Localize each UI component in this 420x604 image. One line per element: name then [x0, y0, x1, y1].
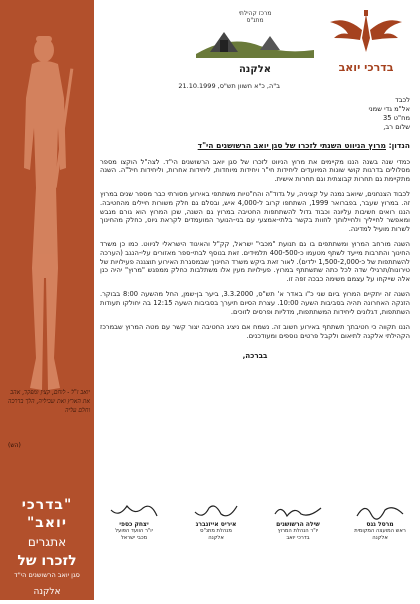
side-band: [0, 0, 94, 600]
signer-title: מנהלת מתנ"ס: [200, 528, 232, 535]
recipient-greeting: שלום רב,: [383, 123, 410, 131]
side-title-5: אלקנה: [33, 587, 61, 597]
recipient-name: אל"מ גדי שמני: [368, 105, 410, 113]
handwritten-signature-icon: [271, 500, 325, 522]
center-line-2: מתנ"ס: [246, 17, 264, 24]
side-title-3: לזכרו של: [17, 553, 77, 569]
signer-org: מכבי ישראל: [120, 534, 148, 541]
signature-block: [350, 500, 410, 541]
side-title-2: אתגרים: [27, 535, 67, 549]
signature-block: [186, 500, 246, 541]
signer-title: ראש המועצה המקומית: [354, 528, 406, 535]
signer-title: יו"ר הוועד הפועל: [115, 528, 153, 535]
side-title-block: [4, 496, 90, 604]
subject-line: [100, 142, 410, 151]
letter-date: ב"ה, כ"א חשוון תש"ס, 21.10.1999: [178, 82, 280, 90]
community-center-logo: [190, 10, 320, 80]
recipient-title: מח"ט 35: [383, 114, 410, 122]
subject-text: מרוץ הניווט השנתי לזכרו של סגן יואב הרשושנים הי"ד: [197, 141, 386, 150]
signer-org: אלקנה: [208, 534, 224, 541]
handwritten-signature-icon: [189, 500, 243, 522]
signer-org: בדרכי יואב: [286, 534, 310, 541]
paragraph: הננו תקווה כי חטיבתך תשתתף באירוע חשוב זה. נשמח אם ניציג החטיבה יצור קשר עם מטה המרוץ שבמרכז הקהילתי אלקנה לתיאום ולקבל פרטים נוספים ומעודכנים.: [100, 323, 410, 340]
closing: בברכה,: [242, 351, 268, 361]
side-title-4: סגן יואב הרשושנים הי"ד: [14, 571, 80, 579]
recipient-label: לכבד: [395, 96, 410, 104]
signature-block: [268, 500, 328, 541]
handwritten-signature-icon: [107, 500, 161, 522]
paragraph: השנה מורחב המרוץ ומשתתפים בו גם תנועת "מכבי" ישראל, קק"ל והאיגוד הישראלי לניווט. כמו כן משרד החינוך והתרבות מייעד לשתף מטעמו כ-400-500 תלמידים. זאת בנוסף לבתי-ספר מאזורים עלי-הנגב (הערכה להשתתפות של כ-1,500-2,000 ילדים). לאור זאת ביקש משרד החינוך שבמסגרת האירוע תוצגנה פעילויות של טירונות/תרגילי שדה לכל כתה שתשתתף במרוץ. פעילויות מעין אלו משתלבות כחלק ממפגש "מרוץ" יהיה כנן אלה שייקחו על עצמם משימה כבכה זפה זו.: [100, 240, 410, 283]
side-note: יואב ז"ל - לוחם, קצין ומפקד, אהב את הארץ ואת שביליה, הלך בדרכה וחלם עליה: [8, 389, 90, 414]
org-logo: [326, 8, 406, 80]
signer-name: איריס אייזנברג: [195, 521, 237, 528]
subject-prefix: הנדון:: [388, 141, 410, 150]
side-title-1: "בדרכי יואב": [21, 497, 73, 531]
handwritten-signature-icon: [353, 500, 407, 522]
side-tag: (הש): [8, 442, 21, 449]
signer-name: שילה הרשושנים: [276, 521, 320, 528]
center-place: אלקנה: [238, 64, 272, 75]
signature-row: [100, 500, 410, 586]
paragraph: כמדי שנה בשנה הננו מקיימים את מרוץ הניווט לזכרו של סגן יואב הרשושנים הי"ד. לצה"ל הוקצו מספר מסלולים בדרגות קושי שונות המיועדים ליחידות חי"ר ויחידות מיוחדות, ליחידות אחרות, וליחידות חיל"ה. השנה מתקיימת גם תחרות קבוצתית וגם תחרות אישית.: [100, 157, 410, 183]
paragraph: לכבוד הצנחנים, שיואב נמנה על קציניה, על גדוד"ה והח"טיות משתתפי באירוע מסורתי כבר מספר שנים במרוץ זה. במרוץ שעבר, בפברואר 1999, השתתפו קרוב ל-4,000 איש, ובסלם גם חלק משורות חיילים מהחטיבה. הננו רואים חשיבות עליונה וכבוד גדול להשתתפות החטיבה במרוץ גם השנה, שכן המרוץ הוא גורם מגבש ומאפשר לחייליך ולחיילותך לחוות בקשר בלתי-אמצעי עם בני-הנוער המועמדים לקראת גיוס, כחלק מהחינוך לשרות מועיל למדינה.: [100, 190, 411, 233]
signer-title: יו"ר הנהלת המרוץ: [277, 528, 319, 535]
wings-emblem-icon: [326, 8, 406, 58]
signer-org: אלקנה: [372, 534, 388, 541]
signer-name: יצחק כספי: [119, 521, 149, 528]
signature-block: [104, 500, 164, 541]
paragraph: השנה זה יתקיים המרוץ ביום שני כ"ו באדר א' תש"ס, 3.3.2000, ביער בן-שמן, החל מהשעה 8:00 בבוקר. הזנקה האחרונה תהיה בסביבות השעה 10:00. עצרת הסיום תיערך בסביבות השעה 12:15 בה יחולקו תעודות השתתפות, דגלונים ליחידות המשתתפות, מדליות ופרסים לזוכים.: [100, 290, 410, 316]
letter-body: [100, 96, 410, 361]
recipient-block: [100, 96, 410, 132]
landscape-logo-icon: [190, 24, 320, 60]
soldier-silhouette-icon: [14, 28, 80, 408]
org-name: בדרכי יואב: [338, 61, 394, 74]
signer-name: מרסל גנס: [366, 521, 394, 528]
center-line-1: מרכז קהילתי: [238, 10, 272, 17]
